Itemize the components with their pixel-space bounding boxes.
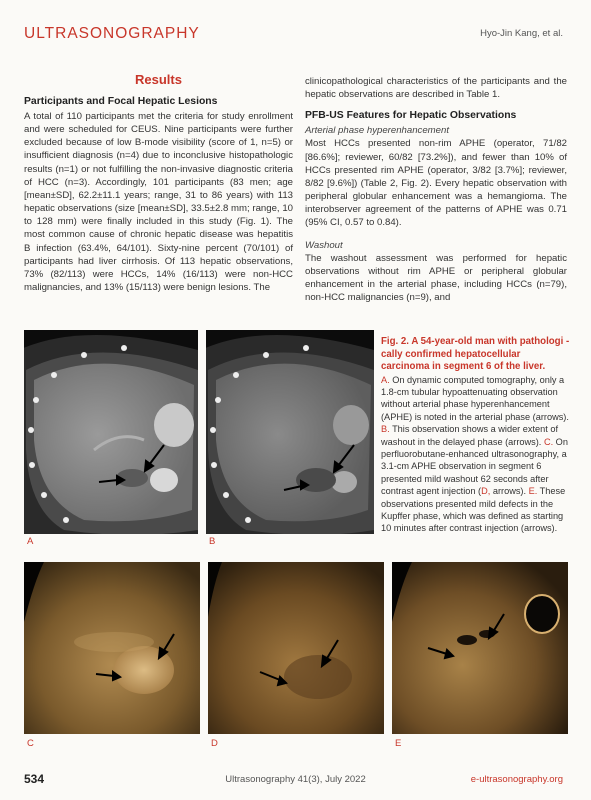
subheading-aphe: Arterial phase hyperenhancement <box>305 125 449 137</box>
figure-panel-c <box>24 562 200 734</box>
subheading-participants: Participants and Focal Hepatic Lesions <box>24 96 218 107</box>
paragraph-washout: The washout assessment was performed for hepatic observations without rim APHE or peripheral globular enhancement in the arterial phase, including HCCs (n=79), non-HCC malignancies (n=9), and <box>305 252 567 304</box>
caption-text-d: arrows). <box>490 486 527 497</box>
caption-text-c: On perfluorobutane-enhanced ultrasonography, a 3.1-cm APHE observation in segment 6 presented mild washout 62 seconds after contrast agent injection ( <box>381 436 568 497</box>
footer-citation: Ultrasonography 41(3), July 2022 <box>225 774 366 785</box>
caption-text-b: This observation shows a wider extent of washout in the delayed phase (arrows). <box>381 424 559 447</box>
caption-text-a: On dynamic computed tomography, only a 1.8-cm tubular hypoattenuating observation without arterial phase hyperenhancement (APHE) is noted in the arterial phase (arrows). <box>381 374 569 422</box>
running-authors: Hyo-Jin Kang, et al. <box>480 28 563 39</box>
caption-label-b: B. <box>381 424 390 435</box>
paragraph-participants: A total of 110 participants met the criteria for study enrollment and were scheduled for CEUS. Nine participants were further excluded because of low B-mode visibility (score of 1, n=5) or insufficient diagnosis (n=4) due to inconclusive histopathologic results (n=1) or not fulfilling the non-invasive diagnostic criteria of HCC (n=3). Accordingly, 101 participants (83 men; age [mean±SD], 62.2±11.1 years; range, 31 to 86 years) with 113 hepatic observations (size [mean±SD], 33.5±2.8 mm; range, 10 to 128 mm) were finally included in this study (Fig. 1). The most common cause of chronic hepatic disease was hepatitis B infection (63.4%, 64/101). Sixty-nine percent (70/101) of participants had liver cirrhosis. Of 113 hepatic observations, 73% (82/113) were HCCs, 14% (16/113) were non-HCC malignancies, and 13% (15/113) were benign lesions. The <box>24 111 293 294</box>
figure-label-d: D <box>211 738 218 749</box>
figure-caption <box>381 336 571 535</box>
footer-url[interactable]: e-ultrasonography.org <box>470 774 563 785</box>
subheading-features: PFB-US Features for Hepatic Observations <box>305 110 517 122</box>
figure-panel-e <box>392 562 568 734</box>
figure-panel-b <box>206 330 374 534</box>
figure-label-b: B <box>209 536 216 547</box>
paragraph-intro: clinicopathological characteristics of the participants and the hepatic observations are described in Table 1. <box>305 76 567 101</box>
left-column <box>24 72 293 294</box>
right-column <box>305 75 567 304</box>
figure-label-c: C <box>27 738 34 749</box>
figure-label-e: E <box>395 738 402 749</box>
figure-panel-d <box>208 562 384 734</box>
subheading-washout: Washout <box>305 239 343 251</box>
caption-text-e: These observations presented mild defects in the Kupffer phase, which was defined as starting 10 minutes after contrast injection (arrows). <box>381 486 566 534</box>
paragraph-aphe: Most HCCs presented non-rim APHE (operator, 71/82 [86.6%]; reviewer, 60/82 [73.2%]), and fewer than 10% of HCCs presented rim APHE (operator, 3/82 [3.7%]; reviewer, 8/82 [9.6%]) (Table 2, Fig. 2). Every hepatic observation with peripheral globular enhancement was a hemangioma. The interobserver agreement of the patterns of APHE was 0.71 (95% CI, 0.57 to 0.84). <box>305 138 567 229</box>
caption-label-a: A. <box>381 374 390 385</box>
caption-label-c: C. <box>543 436 554 447</box>
section-title: Results <box>135 72 182 87</box>
caption-label-d: D, <box>481 486 491 497</box>
figure-label-a: A <box>27 536 34 547</box>
caption-title: Fig. 2. A 54-year-old man with pathologi -cally confirmed hepatocellular carcinoma in segment 6 of the liver. <box>381 336 570 372</box>
caption-label-e: E. <box>528 486 538 497</box>
journal-name: ULTRASONOGRAPHY <box>24 25 200 42</box>
figure-panel-a <box>24 330 198 534</box>
page-number: 534 <box>24 772 45 786</box>
